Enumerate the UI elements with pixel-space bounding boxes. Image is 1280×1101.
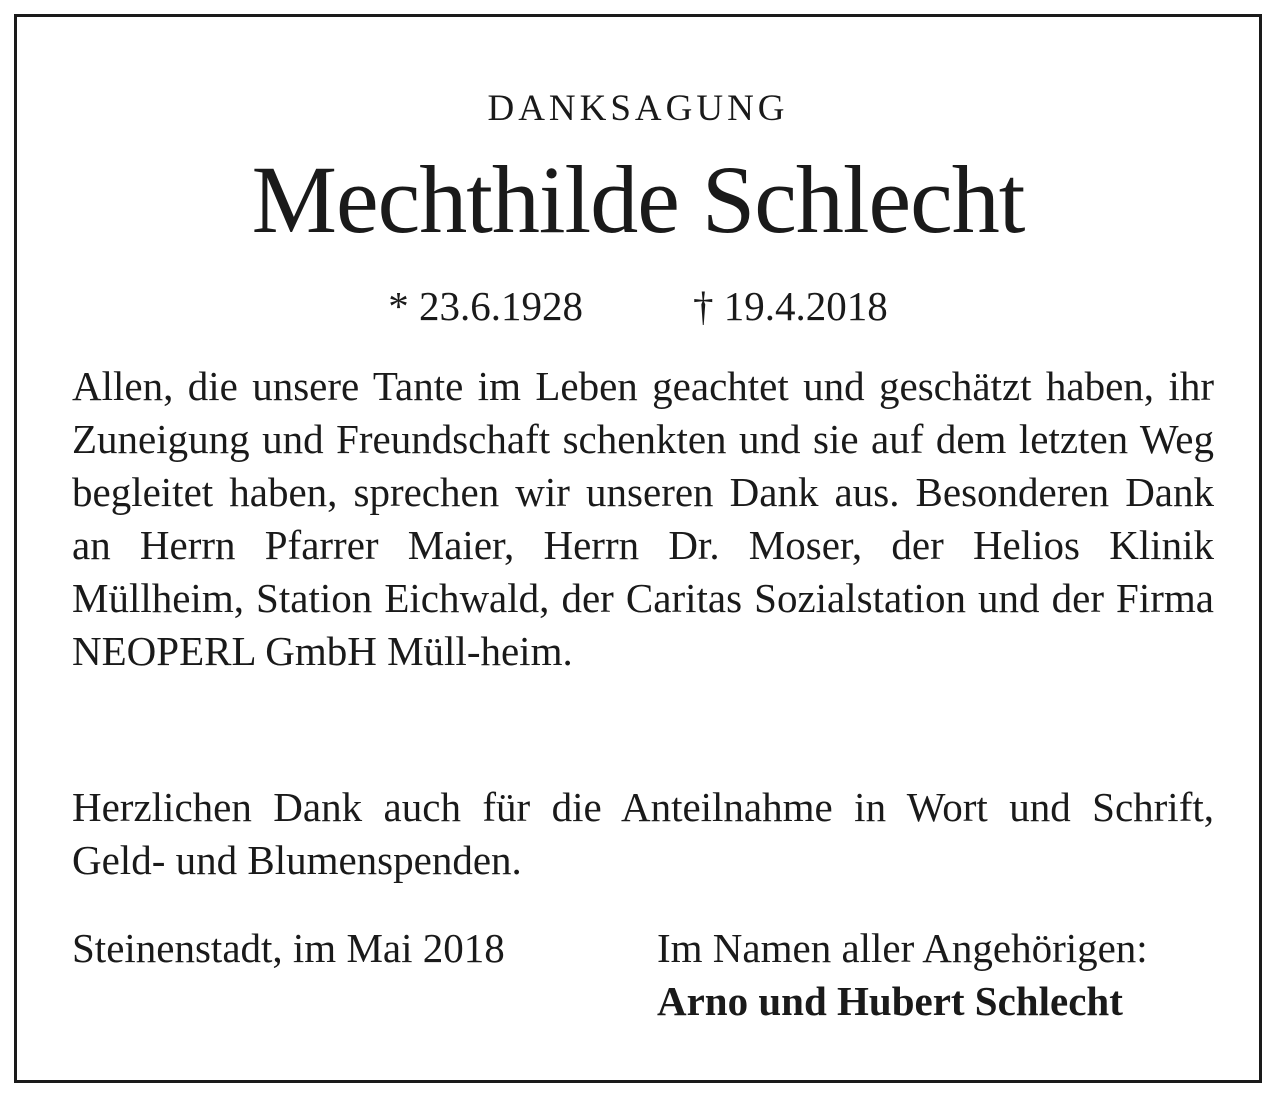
place-date: Steinenstadt, im Mai 2018 <box>72 925 505 971</box>
deceased-name: Mechthilde Schlecht <box>251 146 1025 253</box>
notice-heading: DANKSAGUNG <box>487 88 789 129</box>
signers: Arno und Hubert Schlecht <box>657 978 1123 1024</box>
sympathy-paragraph: Herzlichen Dank auch für die Anteilnahme in Wort und Schrift, Geld- und Blumenspenden. <box>72 784 1214 883</box>
signature-block <box>657 922 1148 1028</box>
death-date: † 19.4.2018 <box>693 283 888 329</box>
thanks-paragraph: Allen, die unsere Tante im Leben geachtet und geschätzt haben, ihr Zuneigung und Freundschaft schenkten und sie auf dem letzten Weg begleitet haben, sprechen wir unseren Dank aus. Besonderen Dank an Herrn Pfarrer Maier, Herrn Dr. Moser, der Helios Klinik Müllheim, Station Eichwald, der Caritas Sozialstation und der Firma NEOPERL GmbH Müll-heim. <box>72 363 1214 674</box>
on-behalf-line: Im Namen aller Angehörigen: <box>657 925 1148 971</box>
life-dates <box>17 282 1259 330</box>
obituary-notice <box>14 14 1262 1083</box>
birth-date: * 23.6.1928 <box>388 283 583 329</box>
